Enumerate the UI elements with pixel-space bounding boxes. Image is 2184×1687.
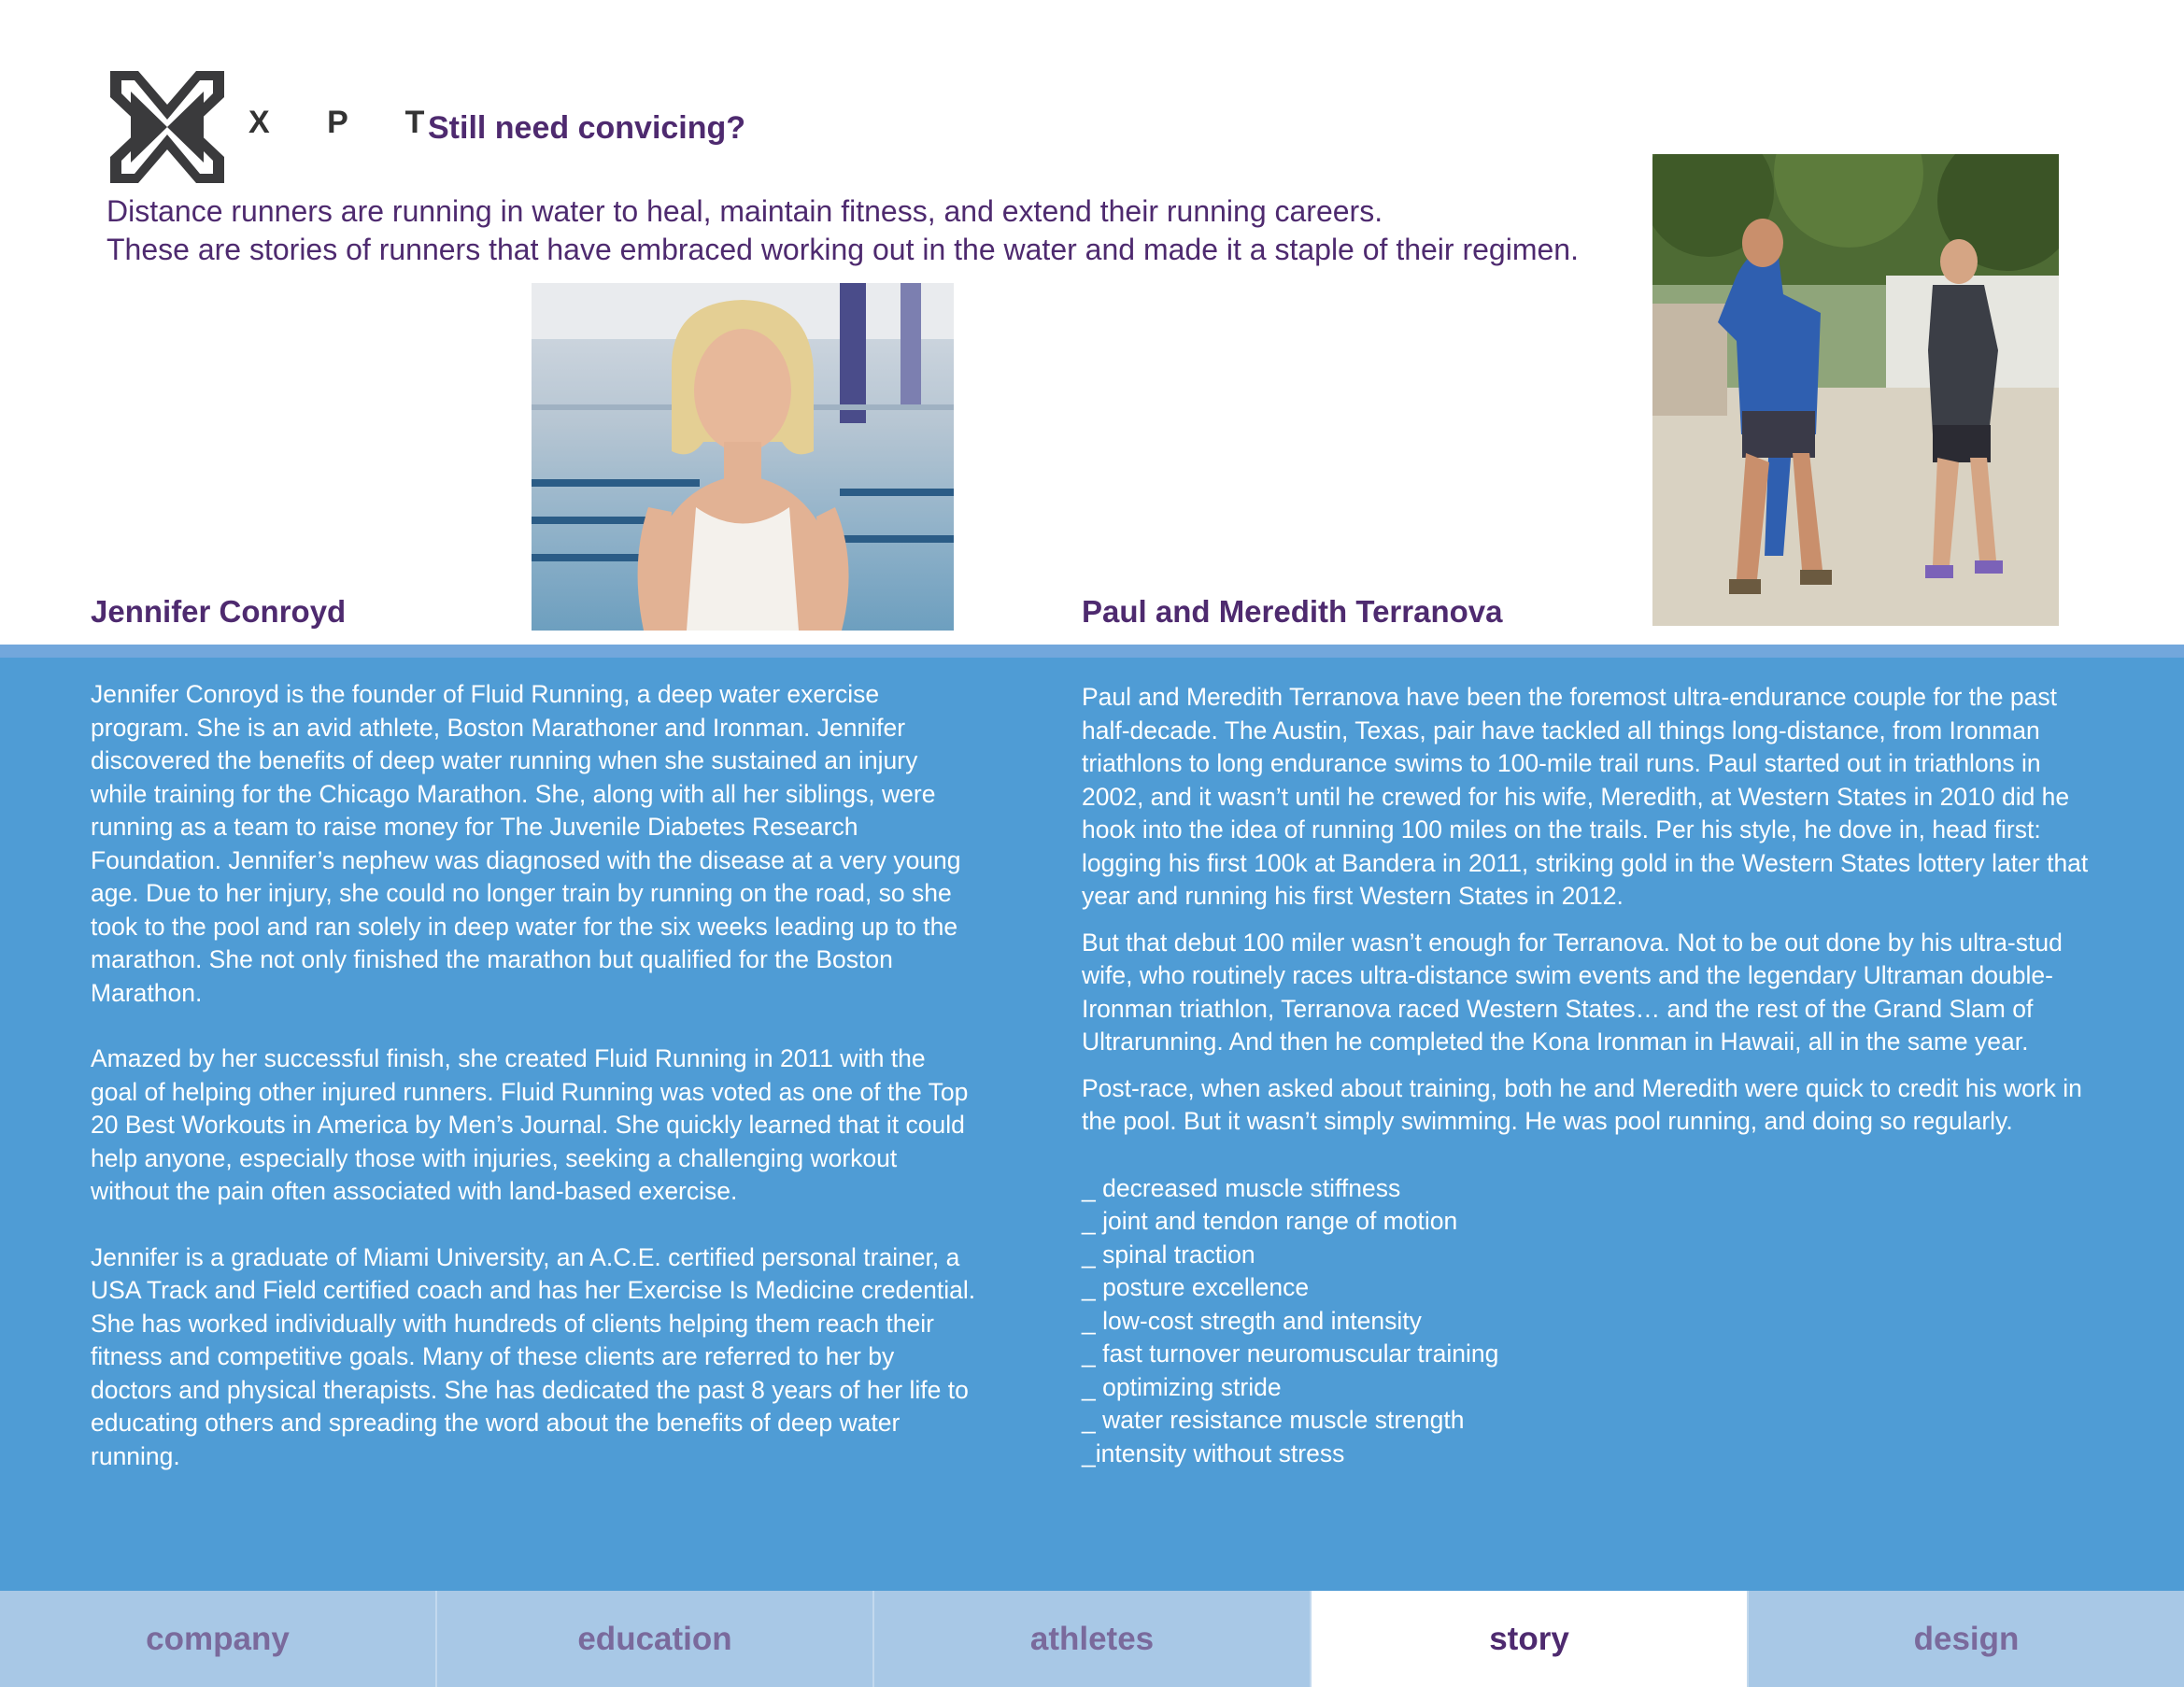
divider-stripe <box>0 645 2184 658</box>
tagline: Still need convicing? <box>428 110 746 146</box>
paragraph: Jennifer Conroyd is the founder of Fluid Running, a deep water exercise program. She is an avid athlete, Boston Marathoner and Ironman. Jennifer discovered the benefits of deep water running when she sustained an injury while training for the Chicago Marathon. She, along with all her siblings, were running as a team to raise money for The Juvenile Diabetes Research Foundation. Jennifer’s nephew was diagnosed with the disease at a very young age. Due to her injury, she could no longer train by running on the road, so she took to the pool and ran solely in deep water for the six weeks leading up to the marathon. She not only finished the marathon but qualified for the Boston Marathon. <box>91 680 961 1007</box>
intro-line: Distance runners are running in water to heal, maintain fitness, and extend their running careers. <box>106 194 1383 228</box>
tab-story[interactable]: story <box>1312 1591 1749 1687</box>
paragraph: Amazed by her successful finish, she created Fluid Running in 2011 with the goal of helping other injured runners. Fluid Running was voted as one of the Top 20 Best Workouts in America by Men’s Journal. She quickly learned that it could help anyone, especially those with injuries, seeking a challenging workout without the pain often associated with land-based exercise. <box>91 1044 969 1205</box>
terranova-name-heading: Paul and Meredith Terranova <box>1082 594 1503 629</box>
benefit-item: _ optimizing stride <box>1082 1372 1282 1401</box>
intro-text <box>106 192 1638 269</box>
benefit-item: _ fast turnover neuromuscular training <box>1082 1340 1499 1368</box>
paragraph: Post-race, when asked about training, both he and Meredith were quick to credit his work in the pool. But it wasn’t simply swimming. He was pool running, and doing so regularly. <box>1082 1073 2082 1135</box>
tab-company[interactable]: company <box>0 1591 437 1687</box>
brand-name: X P T <box>248 105 449 140</box>
tab-design[interactable]: design <box>1913 1620 2020 1657</box>
benefit-item: _ low-cost stregth and intensity <box>1082 1306 1422 1335</box>
benefit-item: _ water resistance muscle strength <box>1082 1406 1465 1434</box>
benefits-list <box>1082 1172 2091 1471</box>
tab-athletes[interactable]: athletes <box>874 1591 1312 1687</box>
paragraph: Jennifer is a graduate of Miami University, an A.C.E. certified personal trainer, a USA Track and Field certified coach and has her Exercise Is Medicine credential. She has worked individually with hundreds of clients helping them reach their fitness and competitive goals. Many of these clients are referred to her by doctors and physical therapists. She has dedicated the past 8 years of her life to educating others and spreading the word about the benefits of deep water running. <box>91 1242 976 1470</box>
intro-line: These are stories of runners that have embraced working out in the water and made it a staple of their regimen. <box>106 233 1579 266</box>
benefit-item: _ joint and tendon range of motion <box>1082 1207 1458 1235</box>
paragraph: But that debut 100 miler wasn’t enough for Terranova. Not to be out done by his ultra-stud wife, who routinely races ultra-distance swim events and the legendary Ultraman double-Ironman triathlon, Terranova raced Western States… and the rest of the Grand Slam of Ultrarunning. And then he completed the Kona Ironman in Hawaii, all in the same year. <box>1082 928 2063 1056</box>
jennifer-photo <box>532 283 954 631</box>
section-nav <box>0 1591 2184 1687</box>
jennifer-name-heading: Jennifer Conroyd <box>91 594 347 629</box>
paragraph: Paul and Meredith Terranova have been the foremost ultra-endurance couple for the past half-decade. The Austin, Texas, pair have tackled all things long-distance, from Ironman triathlons to long endurance swims to 100-mile trail runs. Paul started out in triathlons in 2002, and it wasn’t until he crewed for his wife, Meredith, at Western States in 2010 did he hook into the idea of running 100 miles on the trails. Per his style, he dove in, head first: logging his first 100k at Bandera in 2011, striking gold in the Western States lottery later that year and running his first Western States in 2012. <box>1082 683 2089 910</box>
benefit-item: _ posture excellence <box>1082 1273 1310 1301</box>
benefit-item: _ spinal traction <box>1082 1240 1255 1269</box>
tab-education[interactable]: education <box>437 1591 874 1687</box>
benefit-item: _intensity without stress <box>1082 1439 1345 1467</box>
xpt-logo <box>110 71 224 183</box>
terranova-photo <box>1652 154 2059 626</box>
terranova-story <box>1082 681 2091 1470</box>
benefit-item: _ decreased muscle stiffness <box>1082 1173 1401 1202</box>
jennifer-story <box>91 678 978 1506</box>
